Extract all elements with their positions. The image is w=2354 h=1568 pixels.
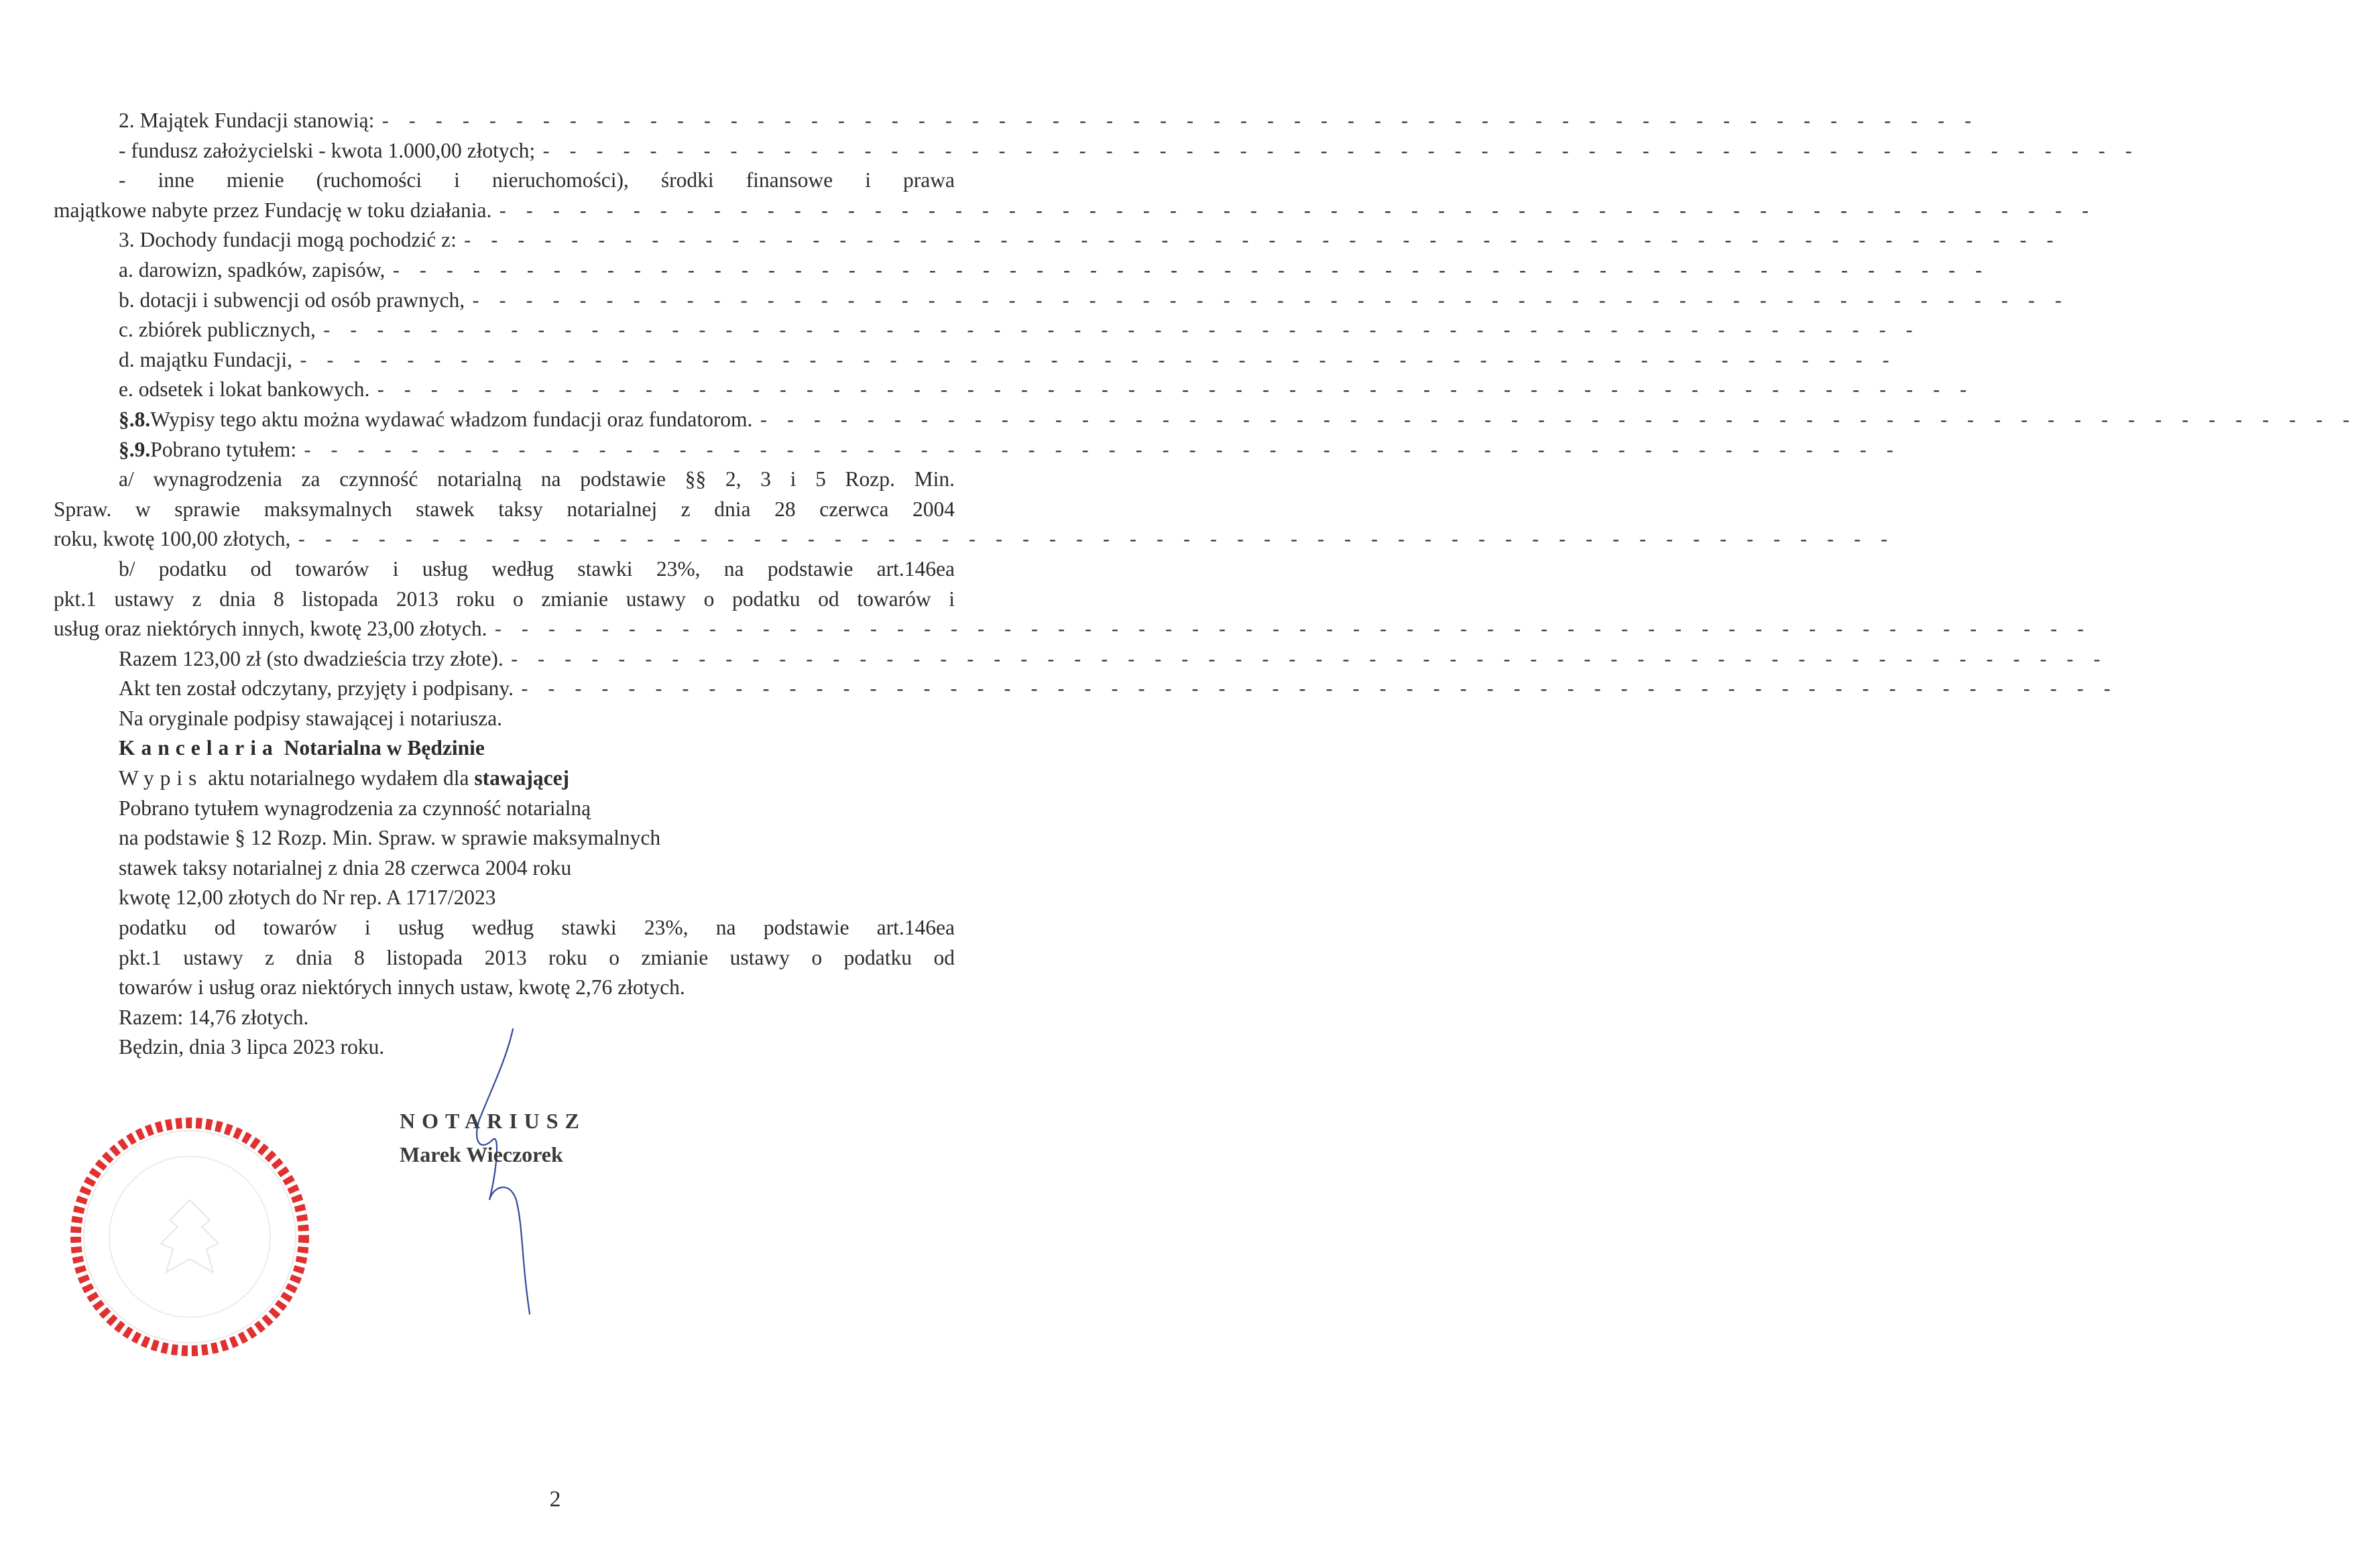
text-line xyxy=(54,405,2354,435)
text-line xyxy=(54,255,1987,286)
wypis-line xyxy=(54,764,955,794)
page-number: 2 xyxy=(549,1487,561,1512)
line-text: - fundusz założycielski - kwota 1.000,00 złotych; xyxy=(119,138,536,162)
dash-filler: - - - - - - - - - - - - - - - - - - - - - - - - - - - - - - - - - - - - - - - - - - - - - - - - - - - - - - - - - - - - xyxy=(540,142,2137,164)
text-line: podatku od towarów i usług według stawki 23%, na podstawie art.146ea xyxy=(119,916,955,940)
dash-filler: - - - - - - - - - - - - - - - - - - - - - - - - - - - - - - - - - - - - - - - - - - - - - - - - - - - - - - - - - - - - xyxy=(375,381,1971,403)
line-text: Razem 123,00 zł (sto dwadzieścia trzy złote). xyxy=(119,646,504,670)
wypis-recipient: stawającej xyxy=(474,766,570,790)
line-text: a. darowizn, spadków, zapisów, xyxy=(119,257,386,282)
office-heading-spaced: Kancelaria xyxy=(119,736,279,760)
text-line: pkt.1 ustawy z dnia 8 listopada 2013 roku o zmianie ustawy o podatku od xyxy=(119,945,955,969)
text-line xyxy=(54,136,2137,166)
text-line xyxy=(54,375,1971,405)
line-text: majątkowe nabyte przez Fundację w toku działania. xyxy=(54,198,492,222)
text-line xyxy=(54,345,1894,375)
dash-filler: - - - - - - - - - - - - - - - - - - - - - - - - - - - - - - - - - - - - - - - - - - - - - - - - - - - - - - - - - - - - xyxy=(470,292,2066,313)
dash-filler: - - - - - - - - - - - - - - - - - - - - - - - - - - - - - - - - - - - - - - - - - - - - - - - - - - - - - - - - - - - - xyxy=(497,202,2093,223)
line-text: c. zbiórek publicznych, xyxy=(119,318,316,342)
line-text: e. odsetek i lokat bankowych. xyxy=(119,377,370,402)
dash-filler: - - - - - - - - - - - - - - - - - - - - - - - - - - - - - - - - - - - - - - - - - - - - - - - - - - - - - - - - - - - - xyxy=(379,113,1976,133)
line-text: Razem: 14,76 złotych. xyxy=(119,1005,309,1029)
text-line: pkt.1 ustawy z dnia 8 listopada 2013 roku o zmianie ustawy o podatku od towarów i xyxy=(54,587,955,611)
line-text: Pobrano tytułem wynagrodzenia za czynność notarialną xyxy=(119,796,591,820)
dash-filler: - - - - - - - - - - - - - - - - - - - - - - - - - - - - - - - - - - - - - - - - - - - - - - - - - - - - - - - - - - - - xyxy=(492,621,2088,642)
line-text: d. majątku Fundacji, xyxy=(119,347,292,371)
line-text: Pobrano tytułem: xyxy=(150,437,297,461)
document-body xyxy=(54,106,2354,1063)
line-text: roku, kwotę 100,00 złotych, xyxy=(54,527,291,551)
section-number: §.8. xyxy=(119,407,151,431)
line-text: 3. Dochody fundacji mogą pochodzić z: xyxy=(119,228,457,252)
line-text: Akt ten został odczytany, przyjęty i podpisany. xyxy=(119,676,514,701)
dash-filler: - - - - - - - - - - - - - - - - - - - - - - - - - - - - - - - - - - - - - - - - - - - - - - - - - - - - - - - - - - - - xyxy=(758,411,2354,432)
text-line xyxy=(54,1003,955,1033)
text-line xyxy=(54,794,955,824)
line-text: Wypisy tego aktu można wydawać władzom fundacji oraz fundatorom. xyxy=(150,407,753,431)
text-line: b/ podatku od towarów i usług według stawki 23%, na podstawie art.146ea xyxy=(119,556,955,581)
text-line xyxy=(54,524,1892,554)
line-text: kwotę 12,00 złotych do Nr rep. A 1717/2023 xyxy=(119,886,496,910)
notary-name: Marek Wieczorek xyxy=(400,1142,563,1166)
notary-seal-icon xyxy=(76,1123,304,1351)
dash-filler: - - - - - - - - - - - - - - - - - - - - - - - - - - - - - - - - - - - - - - - - - - - - - - - - - - - - - - - - - - - - xyxy=(297,351,1894,373)
text-line xyxy=(54,973,955,1003)
text-line xyxy=(54,644,2105,674)
notary-signature-block xyxy=(400,1104,586,1171)
text-line: a/ wynagrodzenia za czynność notarialną na podstawie §§ 2, 3 i 5 Rozp. Min. xyxy=(119,467,955,491)
text-line xyxy=(54,1032,955,1063)
wypis-spaced: Wypis xyxy=(119,766,203,790)
text-line xyxy=(54,286,2066,316)
dash-filler: - - - - - - - - - - - - - - - - - - - - - - - - - - - - - - - - - - - - - - - - - - - - - - - - - - - - - - - - - - - - xyxy=(461,232,2058,253)
text-line xyxy=(54,853,955,884)
line-text: usług oraz niektórych innych, kwotę 23,00 złotych. xyxy=(54,617,487,641)
dash-filler: - - - - - - - - - - - - - - - - - - - - - - - - - - - - - - - - - - - - - - - - - - - - - - - - - - - - - - - - - - - - xyxy=(296,531,1892,552)
dash-filler: - - - - - - - - - - - - - - - - - - - - - - - - - - - - - - - - - - - - - - - - - - - - - - - - - - - - - - - - - - - - xyxy=(508,650,2105,672)
dash-filler: - - - - - - - - - - - - - - - - - - - - - - - - - - - - - - - - - - - - - - - - - - - - - - - - - - - - - - - - - - - - xyxy=(302,441,1898,463)
text-line xyxy=(54,614,2088,644)
handwritten-signature-icon xyxy=(477,1029,530,1314)
line-text: towarów i usług oraz niektórych innych ustaw, kwotę 2,76 złotych. xyxy=(119,975,685,1000)
text-line xyxy=(54,225,2058,255)
text-line xyxy=(54,315,1918,345)
text-line xyxy=(54,883,955,913)
wypis-text: aktu notarialnego wydałem dla xyxy=(202,766,475,790)
dash-filler: - - - - - - - - - - - - - - - - - - - - - - - - - - - - - - - - - - - - - - - - - - - - - - - - - - - - - - - - - - - - xyxy=(320,322,1918,343)
dash-filler: - - - - - - - - - - - - - - - - - - - - - - - - - - - - - - - - - - - - - - - - - - - - - - - - - - - - - - - - - - - - xyxy=(390,261,1987,283)
text-line xyxy=(54,196,2093,226)
line-text: b. dotacji i subwencji od osób prawnych, xyxy=(119,288,465,312)
line-text: 2. Majątek Fundacji stanowią: xyxy=(119,109,375,132)
dash-filler: - - - - - - - - - - - - - - - - - - - - - - - - - - - - - - - - - - - - - - - - - - - - - - - - - - - - - - - - - - - - xyxy=(519,680,2115,702)
text-line: Spraw. w sprawie maksymalnych stawek taksy notarialnej z dnia 28 czerwca 2004 xyxy=(54,497,955,521)
office-heading-rest: Notarialna w Będzinie xyxy=(278,736,485,760)
text-line: - inne mienie (ruchomości i nieruchomości), środki finansowe i prawa xyxy=(119,168,955,192)
notary-title: NOTARIUSZ xyxy=(400,1109,586,1133)
line-text: Na oryginale podpisy stawającej i notariusza. xyxy=(119,706,503,730)
section-number: §.9. xyxy=(119,437,151,461)
line-text: Będzin, dnia 3 lipca 2023 roku. xyxy=(119,1035,385,1059)
text-line xyxy=(54,106,1976,136)
office-heading xyxy=(54,733,955,764)
line-text: stawek taksy notarialnej z dnia 28 czerwca 2004 roku xyxy=(119,855,572,880)
text-line xyxy=(54,674,2115,704)
text-line xyxy=(54,823,955,853)
line-text: na podstawie § 12 Rozp. Min. Spraw. w sprawie maksymalnych xyxy=(119,826,661,850)
text-line xyxy=(54,704,955,734)
text-line xyxy=(54,435,1898,465)
